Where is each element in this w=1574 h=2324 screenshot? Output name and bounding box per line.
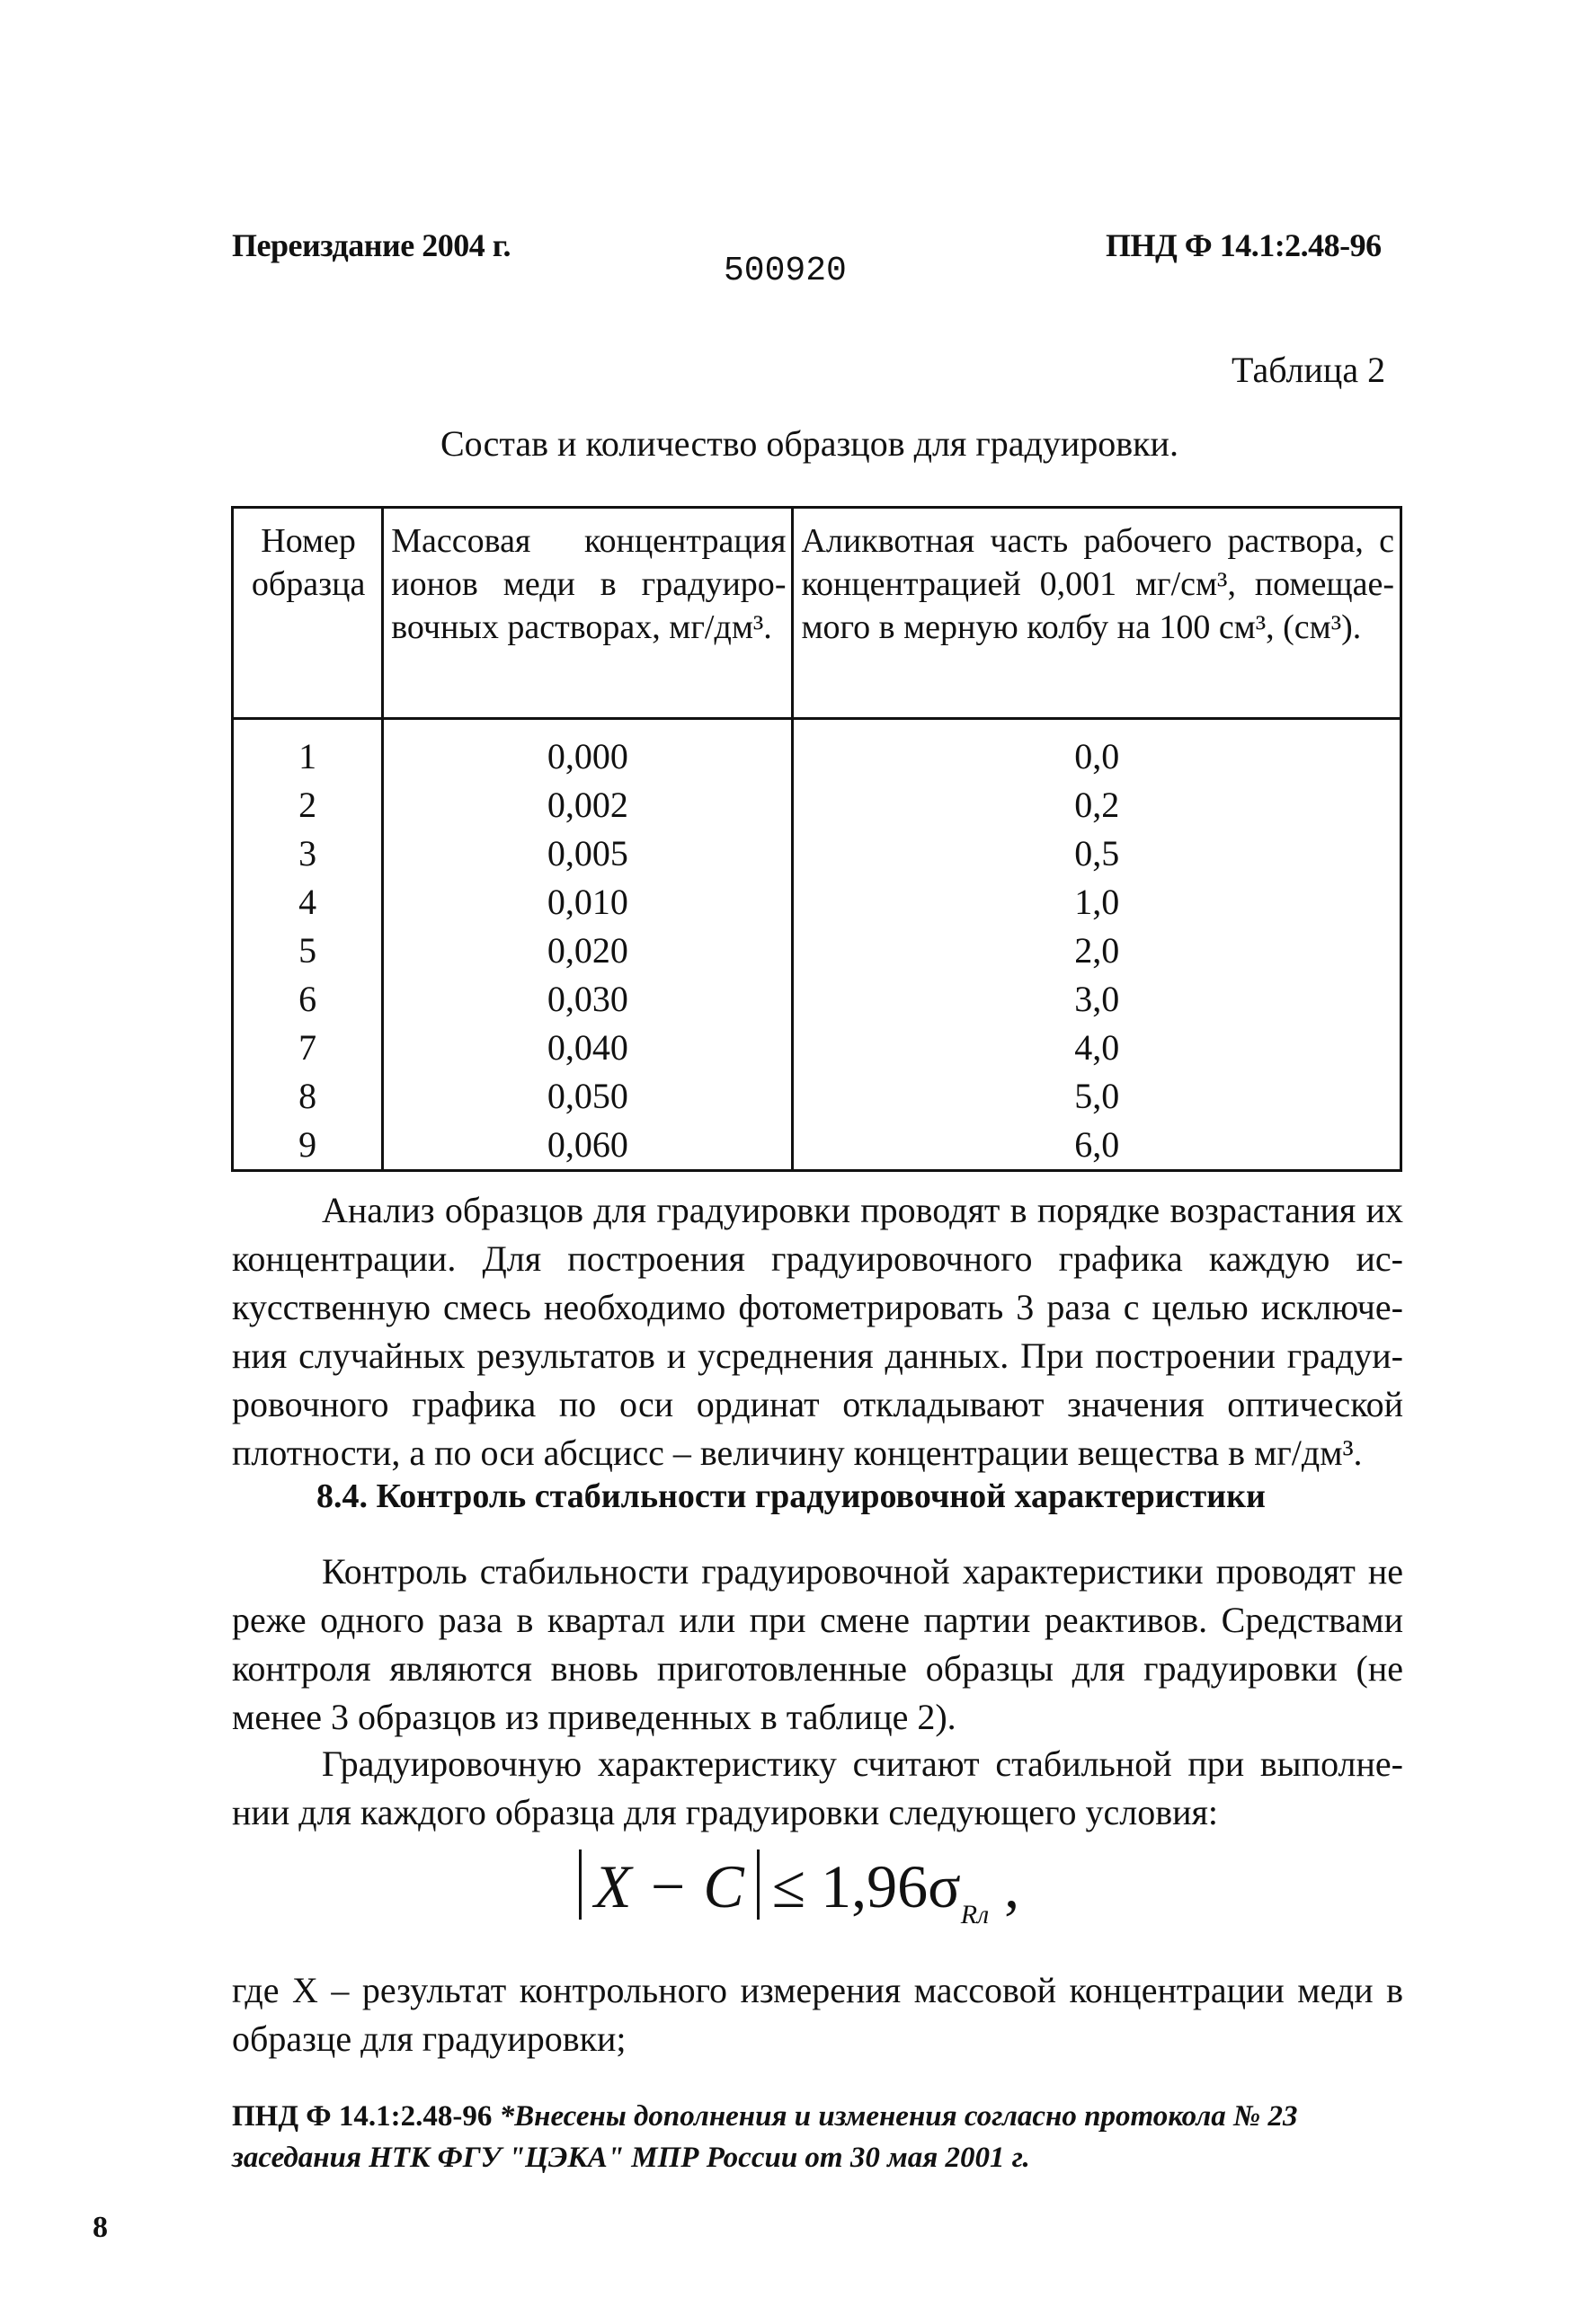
cell-aliquot: 3,0 <box>793 975 1401 1024</box>
abs-bar-right <box>757 1849 760 1920</box>
table-row <box>233 1121 1401 1171</box>
footnote <box>232 2096 1403 2178</box>
stamp-number: 500920 <box>724 252 847 290</box>
cell-concentration: 0,050 <box>383 1072 793 1121</box>
cell-sample: 2 <box>233 781 383 829</box>
abs-bar-left <box>579 1849 582 1920</box>
formula-subscript: Rл <box>960 1900 990 1929</box>
cell-sample: 1 <box>233 719 383 782</box>
cell-concentration: 0,010 <box>383 878 793 927</box>
cell-sample: 7 <box>233 1024 383 1072</box>
header-sample-number: Номер образца <box>233 508 383 719</box>
cell-concentration: 0,002 <box>383 781 793 829</box>
stability-formula <box>566 1849 1019 1930</box>
table-row <box>233 878 1401 927</box>
formula-tail: , <box>989 1852 1020 1920</box>
cell-sample: 3 <box>233 829 383 878</box>
table-row <box>233 781 1401 829</box>
calibration-table <box>231 506 1402 1172</box>
header-mass-concentration: Массовая концентрация ионов меди в градуировочных растворах, мг/дм³. <box>383 508 793 719</box>
page-number: 8 <box>93 2211 108 2244</box>
cell-concentration: 0,020 <box>383 927 793 975</box>
cell-aliquot: 1,0 <box>793 878 1401 927</box>
reissue-label: Переиздание 2004 г. <box>232 227 511 263</box>
cell-sample: 4 <box>233 878 383 927</box>
cell-aliquot: 0,0 <box>793 719 1401 782</box>
table-row <box>233 719 1401 782</box>
paragraph-stability-control: Контроль стабильности градуировочной характеристики проводят не реже одного раза в квартал или при смене партии реактивов. Средствами контроля являются вновь приготовленные образцы для градуировки (не менее 3 образцов из приведенных в таблице 2). <box>232 1551 1403 1737</box>
footnote-text: *Внесены дополнения и изменения согласно протокола № 23 заседания НТК ФГУ "ЦЭКА" МПР России от 30 мая 2001 г. <box>232 2100 1298 2174</box>
table-row <box>233 1024 1401 1072</box>
cell-aliquot: 6,0 <box>793 1121 1401 1171</box>
formula-lhs: X − C <box>594 1852 744 1920</box>
table-label: Таблица 2 <box>1232 350 1386 390</box>
paragraph-analysis-order: Анализ образцов для градуировки проводят в порядке возрастания их концентрации. Для построения градуировочного графика каждую искусственную смесь необходимо фотометрировать 3 раза с целью исключения случайных результатов и усреднения данных. При построении градуировочного графика по оси ординат откладывают значения оптической плотности, а по оси абсцисс – величину концентрации вещества в мг/дм³. <box>232 1190 1403 1473</box>
table-row <box>233 975 1401 1024</box>
footnote-code: ПНД Ф 14.1:2.48-96 <box>232 2100 493 2133</box>
cell-sample: 8 <box>233 1072 383 1121</box>
cell-concentration: 0,000 <box>383 719 793 782</box>
table-row <box>233 1072 1401 1121</box>
document-code: ПНД Ф 14.1:2.48-96 <box>1106 227 1382 263</box>
cell-concentration: 0,040 <box>383 1024 793 1072</box>
cell-sample: 5 <box>233 927 383 975</box>
paragraph-stability-condition: Градуировочную характеристику считают стабильной при выполнении для каждого образца для градуировки следующего условия: <box>232 1743 1403 1832</box>
cell-concentration: 0,005 <box>383 829 793 878</box>
section-title: 8.4. Контроль стабильности градуировочной характеристики <box>316 1477 1266 1515</box>
table-caption: Состав и количество образцов для градуировки. <box>440 423 1178 464</box>
cell-concentration: 0,060 <box>383 1121 793 1171</box>
table-row <box>233 829 1401 878</box>
cell-aliquot: 0,2 <box>793 781 1401 829</box>
cell-aliquot: 0,5 <box>793 829 1401 878</box>
cell-concentration: 0,030 <box>383 975 793 1024</box>
header-aliquot: Аликвотная часть рабочего раствора, с концентрацией 0,001 мг/см³, помещаемого в мерную колбу на 100 см³, (см³). <box>793 508 1401 719</box>
table-header-row <box>233 508 1401 719</box>
cell-sample: 9 <box>233 1121 383 1171</box>
cell-aliquot: 2,0 <box>793 927 1401 975</box>
cell-aliquot: 4,0 <box>793 1024 1401 1072</box>
table-row <box>233 927 1401 975</box>
formula-relation: ≤ 1,96σ <box>771 1852 961 1920</box>
cell-sample: 6 <box>233 975 383 1024</box>
paragraph-where-x: где X – результат контрольного измерения массовой концентрации меди в образце для градуировки; <box>232 1970 1403 2059</box>
cell-aliquot: 5,0 <box>793 1072 1401 1121</box>
